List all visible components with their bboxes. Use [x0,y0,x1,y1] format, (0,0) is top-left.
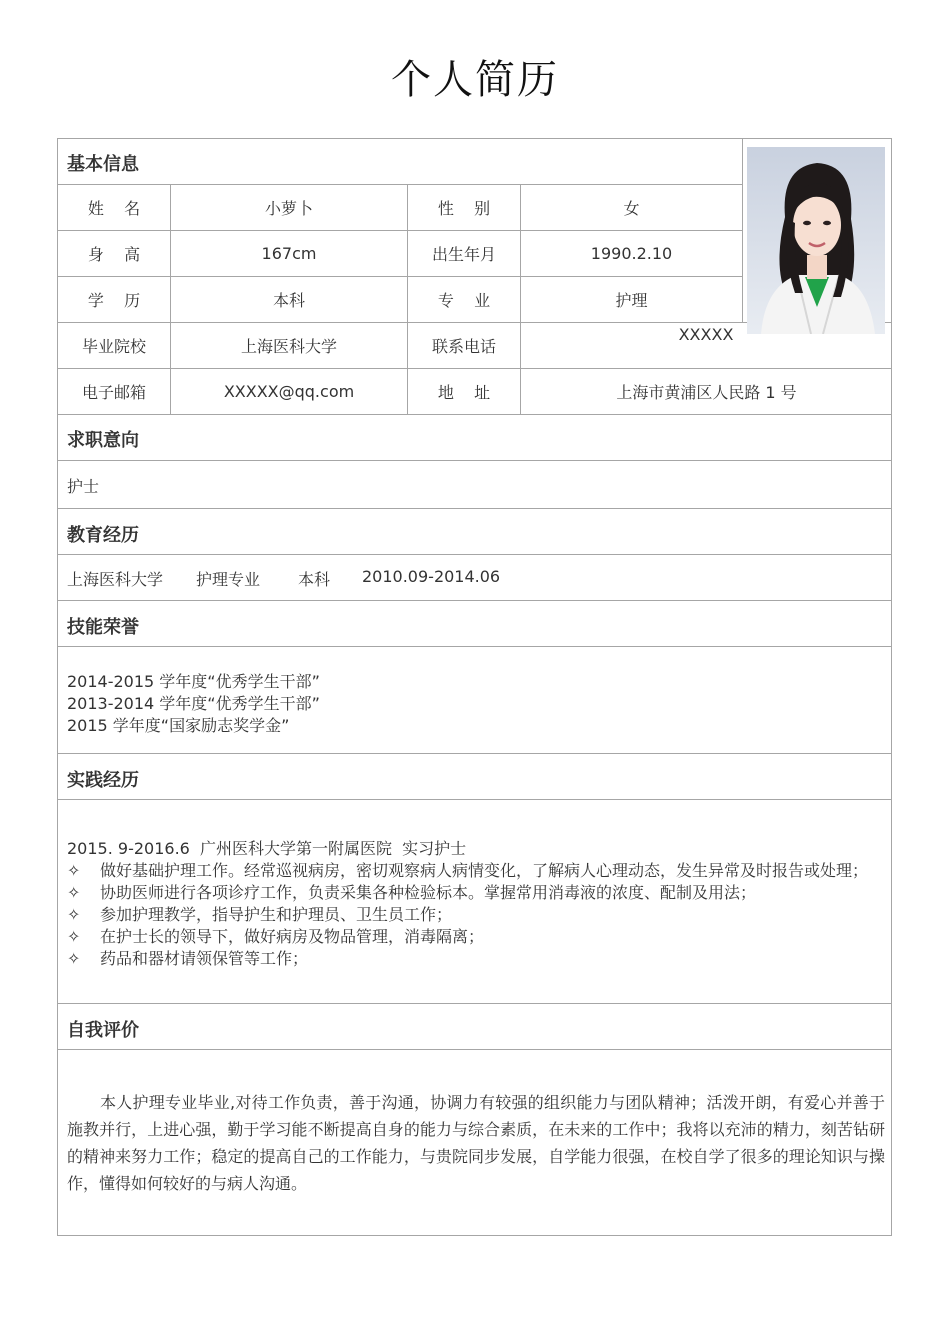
honor-item: 2014-2015 学年度“优秀学生干部” [67,672,320,691]
label-education: 学 历 [87,291,141,310]
value-height: 167cm [261,244,317,263]
value-name: 小萝卜 [264,199,313,218]
honor-item: 2013-2014 学年度“优秀学生干部” [67,694,320,713]
profile-photo [747,147,885,334]
self-evaluation-text: 本人护理专业毕业,对待工作负责，善于沟通，协调力有较强的组织能力与团队精神；活泼开朗，有爱心并善于施教并行，上进心强，勤于学习能不断提高自身的能力与综合素质，在未来的工作中；我将以充沛的精力，刻苦钻研的精神来努力工作；稳定的提高自己的工作能力，与贵院同步发展，自学能力很强，在校自学了很多的理论知识与操作，懂得如何较好的与病人沟通。 [67,1093,885,1193]
section-heading-education: 教育经历 [67,525,139,546]
table-divider [57,508,892,509]
practice-title: 2015. 9-2016.6 广州医科大学第一附属医院 实习护士 [67,839,467,858]
star-bullet-icon: ✧ [67,949,81,968]
education-period: 2010.09-2014.06 [362,567,501,586]
star-bullet-icon: ✧ [67,927,81,946]
table-divider [742,138,743,322]
label-phone: 联系电话 [431,337,496,356]
practice-item: ✧ 药品和器材请领保管等工作； [67,949,309,968]
star-bullet-icon: ✧ [67,861,81,880]
table-divider [57,753,892,754]
section-heading-basic: 基本信息 [67,154,139,175]
value-phone: XXXXX [678,324,734,344]
label-height: 身 高 [87,245,141,264]
table-divider [57,554,892,555]
honor-item: 2015 学年度“国家励志奖学金” [67,716,290,735]
table-divider [57,460,892,461]
label-name: 姓 名 [87,199,141,218]
practice-item: ✧ 做好基础护理工作。经常巡视病房，密切观察病人病情变化，了解病人心理动态，发生异常及时报告或处理； [67,861,869,880]
label-gender: 性 别 [437,199,491,218]
label-email: 电子邮箱 [81,383,146,402]
value-email: XXXXX@qq.com [223,382,355,401]
star-bullet-icon: ✧ [67,905,81,924]
objective-value: 护士 [67,477,100,496]
table-divider [57,414,892,415]
value-gender: 女 [623,199,640,218]
value-school: 上海医科大学 [240,337,337,356]
star-bullet-icon: ✧ [67,883,81,902]
table-divider [57,1003,892,1004]
section-heading-practice: 实践经历 [67,770,139,791]
label-school: 毕业院校 [81,337,146,356]
value-education: 本科 [272,291,305,310]
practice-item: ✧ 在护士长的领导下，做好病房及物品管理，消毒隔离； [67,927,485,946]
label-birth: 出生年月 [431,245,496,264]
table-divider [57,600,892,601]
section-heading-objective: 求职意向 [67,430,139,451]
value-birth: 1990.2.10 [590,244,673,263]
value-major: 护理 [615,291,648,310]
label-address: 地 址 [437,383,491,402]
table-divider [57,646,892,647]
practice-item: ✧ 协助医师进行各项诊疗工作，负责采集各种检验标本。掌握常用消毒液的浓度、配制及用法； [67,883,757,902]
label-major: 专 业 [437,291,491,310]
table-divider [57,799,892,800]
practice-item: ✧ 参加护理教学，指导护生和护理员、卫生员工作； [67,905,453,924]
education-degree: 本科 [298,570,331,589]
section-heading-honors: 技能荣誉 [67,617,139,638]
value-address: 上海市黄浦区人民路 1 号 [616,383,797,402]
section-heading-self: 自我评价 [67,1020,139,1041]
education-school: 上海医科大学 [67,570,164,589]
education-major: 护理专业 [196,570,261,589]
table-divider [57,1049,892,1050]
page-title: 个人简历 [391,57,559,103]
